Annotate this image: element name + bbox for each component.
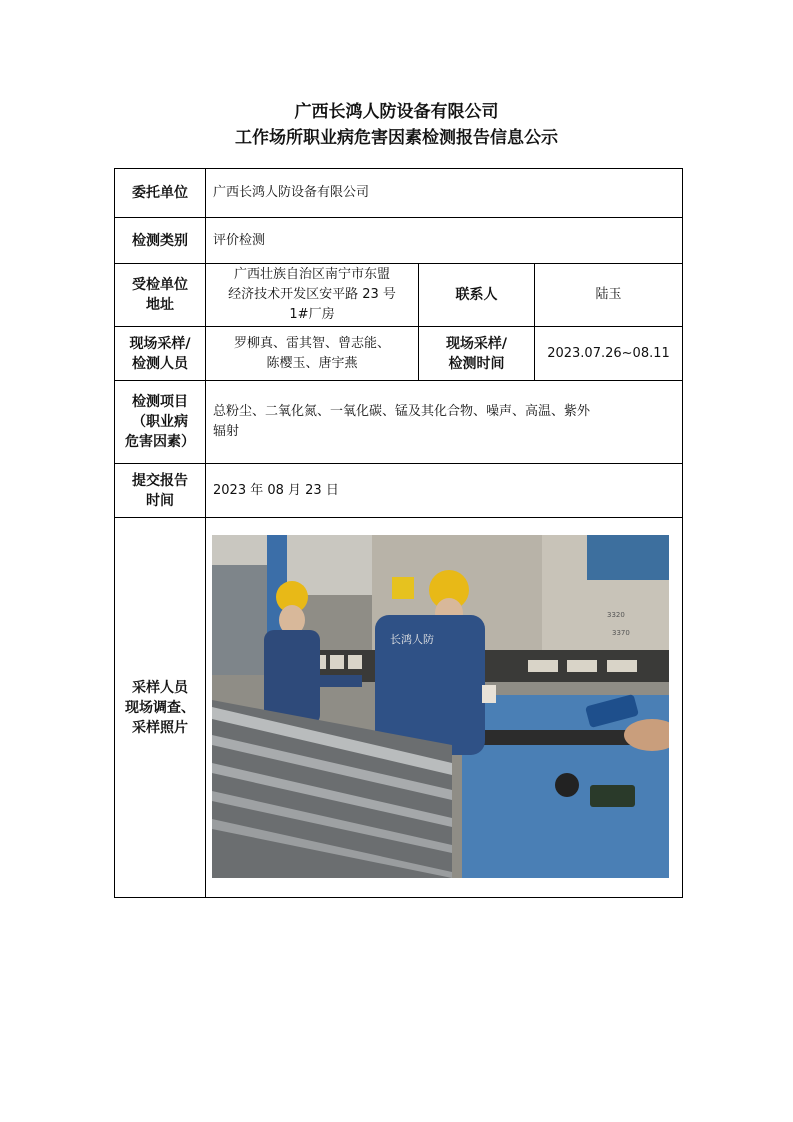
contact-value: 陆玉	[535, 264, 683, 327]
sampling-time-label: 现场采样/ 检测时间	[419, 327, 535, 381]
row-test-type	[115, 218, 683, 264]
test-type-label: 检测类别	[115, 218, 206, 264]
items-label: 检测项目 （职业病 危害因素）	[115, 381, 206, 464]
row-report-date	[115, 464, 683, 518]
staff-label: 现场采样/ 检测人员	[115, 327, 206, 381]
report-info-table	[114, 168, 683, 898]
row-staff-time	[115, 327, 683, 381]
row-items	[115, 381, 683, 464]
photo-cell	[206, 518, 683, 898]
sampling-time-value: 2023.07.26~08.11	[535, 327, 683, 381]
sampling-site-photo	[212, 535, 669, 878]
worker-left	[264, 630, 320, 725]
report-date-value: 2023 年 08 月 23 日	[206, 464, 683, 518]
report-title: 工作场所职业病危害因素检测报告信息公示	[235, 128, 558, 148]
client-value: 广西长鸿人防设备有限公司	[206, 169, 683, 218]
machine-note-2: 3370	[612, 629, 630, 637]
test-type-value: 评价检测	[206, 218, 683, 264]
contact-label: 联系人	[419, 264, 535, 327]
vest-text: 长鸿人防	[390, 633, 434, 646]
address-value: 广西壮族自治区南宁市东盟 经济技术开发区安平路 23 号 1#厂房	[206, 264, 419, 327]
row-address	[115, 264, 683, 327]
report-date-label: 提交报告 时间	[115, 464, 206, 518]
photo-label: 采样人员 现场调查、 采样照片	[115, 518, 206, 898]
control-buttons	[590, 785, 635, 807]
items-value: 总粉尘、二氧化氮、一氧化碳、锰及其化合物、噪声、高温、紫外 辐射	[206, 381, 683, 464]
row-client	[115, 169, 683, 218]
machine-note-1: 3320	[607, 611, 625, 619]
address-label: 受检单位 地址	[115, 264, 206, 327]
company-title: 广西长鸿人防设备有限公司	[294, 102, 499, 122]
staff-value: 罗柳真、雷其智、曾志能、 陈樱玉、唐宇燕	[206, 327, 419, 381]
warning-sign	[392, 577, 414, 599]
control-knob	[555, 773, 579, 797]
row-photo	[115, 518, 683, 898]
client-label: 委托单位	[115, 169, 206, 218]
machine-panel	[587, 535, 669, 580]
